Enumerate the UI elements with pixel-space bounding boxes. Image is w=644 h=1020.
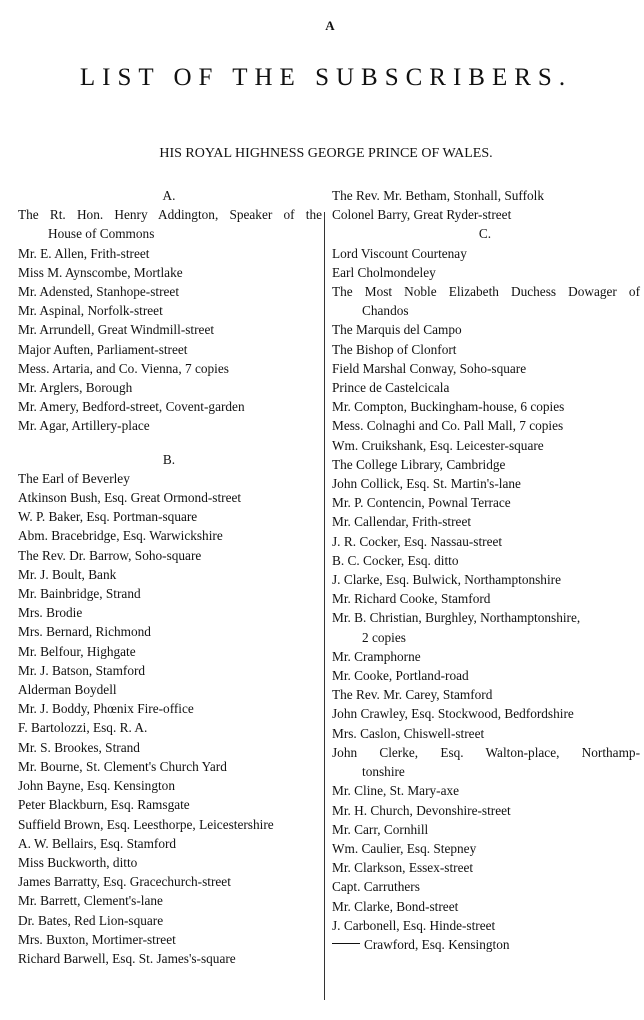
subscriber-entry: Mr. Bainbridge, Strand xyxy=(18,586,141,602)
section-letter-heading: A. xyxy=(162,188,176,203)
subscriber-entry: Major Auften, Parliament-street xyxy=(18,341,188,357)
subscriber-entry: Mr. J. Boult, Bank xyxy=(18,566,117,582)
subscriber-entry: Dr. Bates, Red Lion-square xyxy=(18,912,164,928)
subscriber-entry: Wm. Caulier, Esq. Stepney xyxy=(332,840,477,856)
subscriber-entry: Atkinson Bush, Esq. Great Ormond-street xyxy=(18,490,242,506)
signature-mark: A xyxy=(325,18,335,33)
subscriber-entry: Peter Blackburn, Esq. Ramsgate xyxy=(18,797,190,813)
subscriber-entry: Mr. Arglers, Borough xyxy=(18,380,133,396)
subscriber-entry: Mr. Arrundell, Great Windmill-street xyxy=(18,322,215,338)
section-letter-heading: B. xyxy=(162,451,176,467)
subscriber-entry xyxy=(330,935,640,954)
subscriber-entry: The Rev. Mr. Betham, Stonhall, Suffolk xyxy=(332,188,544,203)
subscriber-entry: Mr. Cooke, Portland-road xyxy=(332,668,469,684)
right-column xyxy=(330,186,640,954)
subscriber-entry: Mrs. Caslon, Chiswell-street xyxy=(332,725,485,741)
subscriber-entry: The Rt. Hon. Henry Addington, Speaker of the xyxy=(18,207,322,223)
subscriber-entry: James Barratty, Esq. Gracechurch-street xyxy=(18,874,231,890)
subscriber-entry: Mr. E. Allen, Frith-street xyxy=(18,245,150,261)
subscriber-entry: Mr. Compton, Buckingham-house, 6 copies xyxy=(332,399,565,415)
subscriber-entry: Mr. Aspinal, Norfolk-street xyxy=(18,303,163,319)
subscriber-entry: J. R. Cocker, Esq. Nassau-street xyxy=(332,533,503,549)
left-column xyxy=(16,186,322,968)
subscriber-entry-text: Crawford, Esq. Kensington xyxy=(364,936,510,952)
name-omitted-rule xyxy=(332,943,360,944)
subscriber-entry: John Crawley, Esq. Stockwood, Bedfordshire xyxy=(332,706,574,722)
subscriber-entry: Mrs. Buxton, Mortimer-street xyxy=(18,931,176,947)
subscriber-entry: The Marquis del Campo xyxy=(332,322,462,338)
subscriber-entry: Mr. Cline, St. Mary-axe xyxy=(332,783,460,799)
subscriber-entry: John Clerke, Esq. Walton-place, Northamp- xyxy=(332,744,640,760)
subscriber-entry: Field Marshal Conway, Soho-square xyxy=(332,360,527,376)
subscriber-entry: The Rev. Dr. Barrow, Soho-square xyxy=(18,547,202,563)
column-divider xyxy=(324,212,325,1000)
subscriber-entry: A. W. Bellairs, Esq. Stamford xyxy=(18,835,177,851)
subscriber-entry: Richard Barwell, Esq. St. James's-square xyxy=(18,950,236,966)
subscriber-entry: Mr. B. Christian, Burghley, Northamptonshire, xyxy=(332,610,581,626)
subscriber-entry: J. Clarke, Esq. Bulwick, Northamptonshire xyxy=(332,572,561,588)
subscriber-entry: Wm. Cruikshank, Esq. Leicester-square xyxy=(332,437,544,453)
subscriber-entry: John Collick, Esq. St. Martin's-lane xyxy=(332,476,521,492)
subscriber-entry: Colonel Barry, Great Ryder-street xyxy=(332,207,512,223)
subscriber-entry: Alderman Boydell xyxy=(18,682,117,698)
subscriber-entry: Mr. Cramphorne xyxy=(332,648,421,664)
subscriber-entry: Mrs. Brodie xyxy=(18,605,83,621)
subscriber-entry: Mr. Clarkson, Essex-street xyxy=(332,860,474,876)
subscriber-entry: Mr. Belfour, Highgate xyxy=(18,643,136,659)
subscriber-entry: Prince de Castelcicala xyxy=(332,380,450,396)
page-title: LIST OF THE SUBSCRIBERS. xyxy=(79,64,573,91)
subscriber-entry: Mr. Bourne, St. Clement's Church Yard xyxy=(18,758,227,774)
subscriber-entry: Mr. Adensted, Stanhope-street xyxy=(18,284,180,300)
subscriber-entry-continuation: 2 copies xyxy=(362,629,406,645)
subscriber-entry: The College Library, Cambridge xyxy=(332,456,506,472)
subscriber-entry-continuation: House of Commons xyxy=(48,226,155,242)
subscriber-entry: Mr. Agar, Artillery-place xyxy=(18,418,150,434)
subscriber-entry: Mr. Callendar, Frith-street xyxy=(332,514,472,530)
section-letter-heading: C. xyxy=(478,226,492,242)
subscriber-entry: Earl Cholmondeley xyxy=(332,264,436,280)
subscriber-entry: F. Bartolozzi, Esq. R. A. xyxy=(18,720,148,736)
subscriber-entry: Miss Buckworth, ditto xyxy=(18,854,138,870)
subscriber-entry: Mr. Barrett, Clement's-lane xyxy=(18,893,163,909)
subscriber-entry: John Bayne, Esq. Kensington xyxy=(18,778,175,794)
subscriber-entry: B. C. Cocker, Esq. ditto xyxy=(332,552,459,568)
subscriber-entry: Mr. J. Boddy, Phœnix Fire-office xyxy=(18,701,194,717)
subscriber-entry: Mrs. Bernard, Richmond xyxy=(18,624,151,640)
subscriber-entry: Mr. H. Church, Devonshire-street xyxy=(332,802,511,818)
subscriber-entry: Miss M. Aynscombe, Mortlake xyxy=(18,264,183,280)
subscriber-entry: Capt. Carruthers xyxy=(332,879,420,895)
subscriber-entry: Mr. P. Contencin, Pownal Terrace xyxy=(332,495,511,511)
subscriber-entry: The Earl of Beverley xyxy=(18,470,130,486)
subscriber-entry-continuation: Chandos xyxy=(362,303,409,319)
subscriber-entry: Mess. Colnaghi and Co. Pall Mall, 7 copies xyxy=(332,418,564,434)
subscriber-entry: Mess. Artaria, and Co. Vienna, 7 copies xyxy=(18,360,229,376)
subscriber-entry: Mr. Carr, Cornhill xyxy=(332,821,429,837)
subscriber-entry: Mr. J. Batson, Stamford xyxy=(18,662,146,678)
subscriber-entry: Suffield Brown, Esq. Leesthorpe, Leicestershire xyxy=(18,816,274,832)
patron-line: HIS ROYAL HIGHNESS GEORGE PRINCE OF WALES. xyxy=(159,146,493,161)
subscriber-entry-continuation: tonshire xyxy=(362,764,405,780)
subscriber-entry: Mr. Richard Cooke, Stamford xyxy=(332,591,491,607)
subscriber-entry: Lord Viscount Courtenay xyxy=(332,245,467,261)
subscriber-entry: The Most Noble Elizabeth Duchess Dowager of xyxy=(332,284,640,300)
subscriber-entry: J. Carbonell, Esq. Hinde-street xyxy=(332,917,496,933)
subscriber-entry: Mr. S. Brookes, Strand xyxy=(18,739,140,755)
subscriber-entry: W. P. Baker, Esq. Portman-square xyxy=(18,509,198,525)
subscriber-entry: The Rev. Mr. Carey, Stamford xyxy=(332,687,493,703)
subscriber-entry: Mr. Amery, Bedford-street, Covent-garden xyxy=(18,399,245,415)
subscriber-entry: Abm. Bracebridge, Esq. Warwickshire xyxy=(18,528,223,544)
subscriber-entry: Mr. Clarke, Bond-street xyxy=(332,898,459,914)
subscriber-entry: The Bishop of Clonfort xyxy=(332,341,457,357)
